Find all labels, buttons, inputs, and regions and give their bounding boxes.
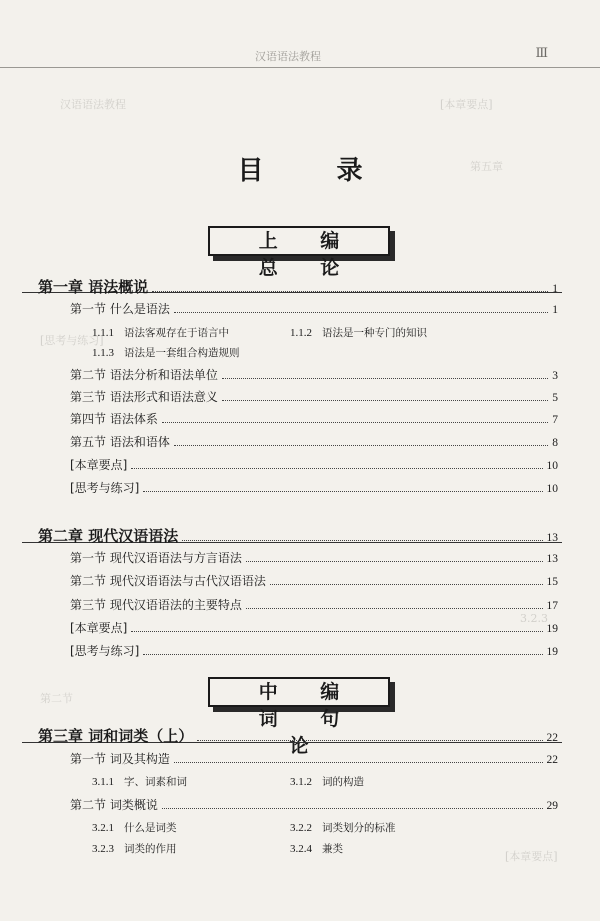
toc-chapter-title: 第二章 现代汉语语法: [38, 527, 179, 545]
toc-section[interactable]: [70, 750, 558, 768]
dot-leader: [174, 753, 543, 763]
bleed-through-text: 第二节: [40, 692, 73, 705]
subsection-number: 3.2.1: [92, 822, 114, 834]
toc-page-number: 29: [546, 800, 558, 812]
bleed-through-text: [本章要点]: [440, 98, 493, 111]
toc-subsection[interactable]: [92, 820, 177, 835]
dot-leader: [162, 799, 543, 809]
toc-chapter-title: 第三章 词和词类（上）: [38, 727, 194, 745]
dot-leader: [162, 413, 548, 423]
subsection-number: 1.1.2: [290, 327, 312, 339]
subsection-number: 3.2.2: [290, 822, 312, 834]
toc-section[interactable]: [70, 300, 558, 318]
toc-section-title: [本章要点]: [70, 621, 128, 635]
toc-page-number: 8: [552, 437, 558, 449]
toc-section-title: 第二节 语法分析和语法单位: [70, 368, 218, 382]
toc-section-title: 第三节 现代汉语语法的主要特点: [70, 598, 242, 612]
toc-page-number: 3: [552, 370, 558, 382]
toc-section-title: 第四节 语法体系: [70, 412, 158, 426]
subsection-title: 字、词素和词: [124, 776, 187, 788]
dot-leader: [246, 599, 543, 609]
toc-section-title: 第五节 语法和语体: [70, 435, 170, 449]
toc-subsection[interactable]: [92, 345, 240, 360]
toc-chapter-3[interactable]: [38, 725, 558, 747]
dot-leader: [143, 482, 542, 492]
bleed-through-text: 第五章: [470, 160, 503, 173]
bleed-through-text: 3.2.3: [520, 612, 548, 625]
part-heading-middle: [208, 677, 390, 757]
dot-leader: [270, 575, 543, 585]
toc-section[interactable]: [70, 433, 558, 451]
dot-leader: [197, 731, 542, 741]
toc-section[interactable]: [70, 572, 558, 590]
toc-subsection[interactable]: [92, 841, 177, 856]
dot-leader: [152, 282, 548, 292]
toc-page-number: 10: [546, 483, 558, 495]
toc-section-title: [思考与练习]: [70, 644, 140, 658]
toc-page-number: 13: [546, 553, 558, 565]
subsection-title: 什么是词类: [124, 822, 177, 834]
subsection-title: 语法是一套组合构造规则: [124, 347, 240, 359]
subsection-number: 3.1.2: [290, 776, 312, 788]
running-head-page: Ⅲ: [535, 46, 548, 61]
dot-leader: [174, 303, 548, 313]
bleed-through-text: 汉语语法教程: [60, 98, 126, 111]
toc-section-title: 第三节 语法形式和语法意义: [70, 390, 218, 404]
toc-section-title: 第二节 现代汉语语法与古代汉语语法: [70, 574, 266, 588]
toc-page-number: 17: [546, 600, 558, 612]
toc-subsection[interactable]: [290, 820, 396, 835]
toc-subsection[interactable]: [92, 774, 187, 789]
toc-subsection[interactable]: [290, 325, 427, 340]
toc-subsection[interactable]: [290, 841, 343, 856]
toc-page-number: 13: [546, 532, 558, 544]
toc-page-number: 10: [546, 460, 558, 472]
toc-page-number: 7: [552, 414, 558, 426]
bleed-through-text: [本章要点]: [505, 850, 558, 863]
bleed-through-text: [思考与练习]: [40, 334, 104, 347]
subsection-number: 1.1.3: [92, 347, 114, 359]
subsection-title: 词类的作用: [124, 843, 177, 855]
toc-section-title: 第一节 词及其构造: [70, 752, 170, 766]
dot-leader: [131, 459, 542, 469]
toc-section[interactable]: [70, 619, 558, 637]
toc-page-number: 15: [546, 576, 558, 588]
toc-page-number: 19: [546, 646, 558, 658]
dot-leader: [174, 436, 548, 446]
toc-section[interactable]: [70, 796, 558, 814]
toc-subsection[interactable]: [290, 774, 364, 789]
page-title: 目 录: [237, 156, 395, 186]
dot-leader: [222, 391, 548, 401]
toc-page-number: 19: [546, 623, 558, 635]
running-head-title: 汉语语法教程: [255, 50, 321, 63]
toc-page-number: 1: [552, 304, 558, 316]
subsection-title: 词的构造: [322, 776, 364, 788]
dot-leader: [222, 369, 548, 379]
part-heading-label: 中 编 词 句 论: [258, 681, 358, 757]
subsection-title: 语法客观存在于语言中: [124, 327, 229, 339]
toc-chapter-title: 第一章 语法概说: [38, 278, 149, 296]
subsection-number: 3.2.3: [92, 843, 114, 855]
part-heading-upper: [208, 226, 390, 279]
toc-page-number: 22: [546, 732, 558, 744]
toc-page-number: 1: [552, 283, 558, 295]
toc-section-title: [本章要点]: [70, 458, 128, 472]
toc-section-title: 第一节 现代汉语语法与方言语法: [70, 551, 242, 565]
subsection-title: 兼类: [322, 843, 343, 855]
dot-leader: [246, 552, 543, 562]
toc-page-number: 22: [546, 754, 558, 766]
toc-section[interactable]: [70, 366, 558, 384]
subsection-title: 语法是一种专门的知识: [322, 327, 427, 339]
toc-section[interactable]: [70, 479, 558, 497]
toc-page-number: 5: [552, 392, 558, 404]
dot-leader: [131, 622, 542, 632]
dot-leader: [143, 645, 542, 655]
running-head: [0, 46, 600, 68]
subsection-number: 3.2.4: [290, 843, 312, 855]
toc-section-title: [思考与练习]: [70, 481, 140, 495]
toc-chapter-2[interactable]: [38, 525, 558, 547]
toc-section-title: 第二节 词类概说: [70, 798, 158, 812]
toc-section[interactable]: [70, 456, 558, 474]
toc-section[interactable]: [70, 388, 558, 406]
toc-section[interactable]: [70, 642, 558, 660]
toc-section[interactable]: [70, 410, 558, 428]
toc-chapter-1[interactable]: [38, 276, 558, 298]
toc-section-title: 第一节 什么是语法: [70, 302, 170, 316]
toc-subsection[interactable]: [92, 325, 229, 340]
subsection-number: 1.1.1: [92, 327, 114, 339]
dot-leader: [182, 531, 542, 541]
toc-section[interactable]: [70, 596, 558, 614]
subsection-number: 3.1.1: [92, 776, 114, 788]
toc-section[interactable]: [70, 549, 558, 567]
part-heading-label: 上 编 总 论: [258, 230, 358, 279]
subsection-title: 词类划分的标准: [322, 822, 396, 834]
